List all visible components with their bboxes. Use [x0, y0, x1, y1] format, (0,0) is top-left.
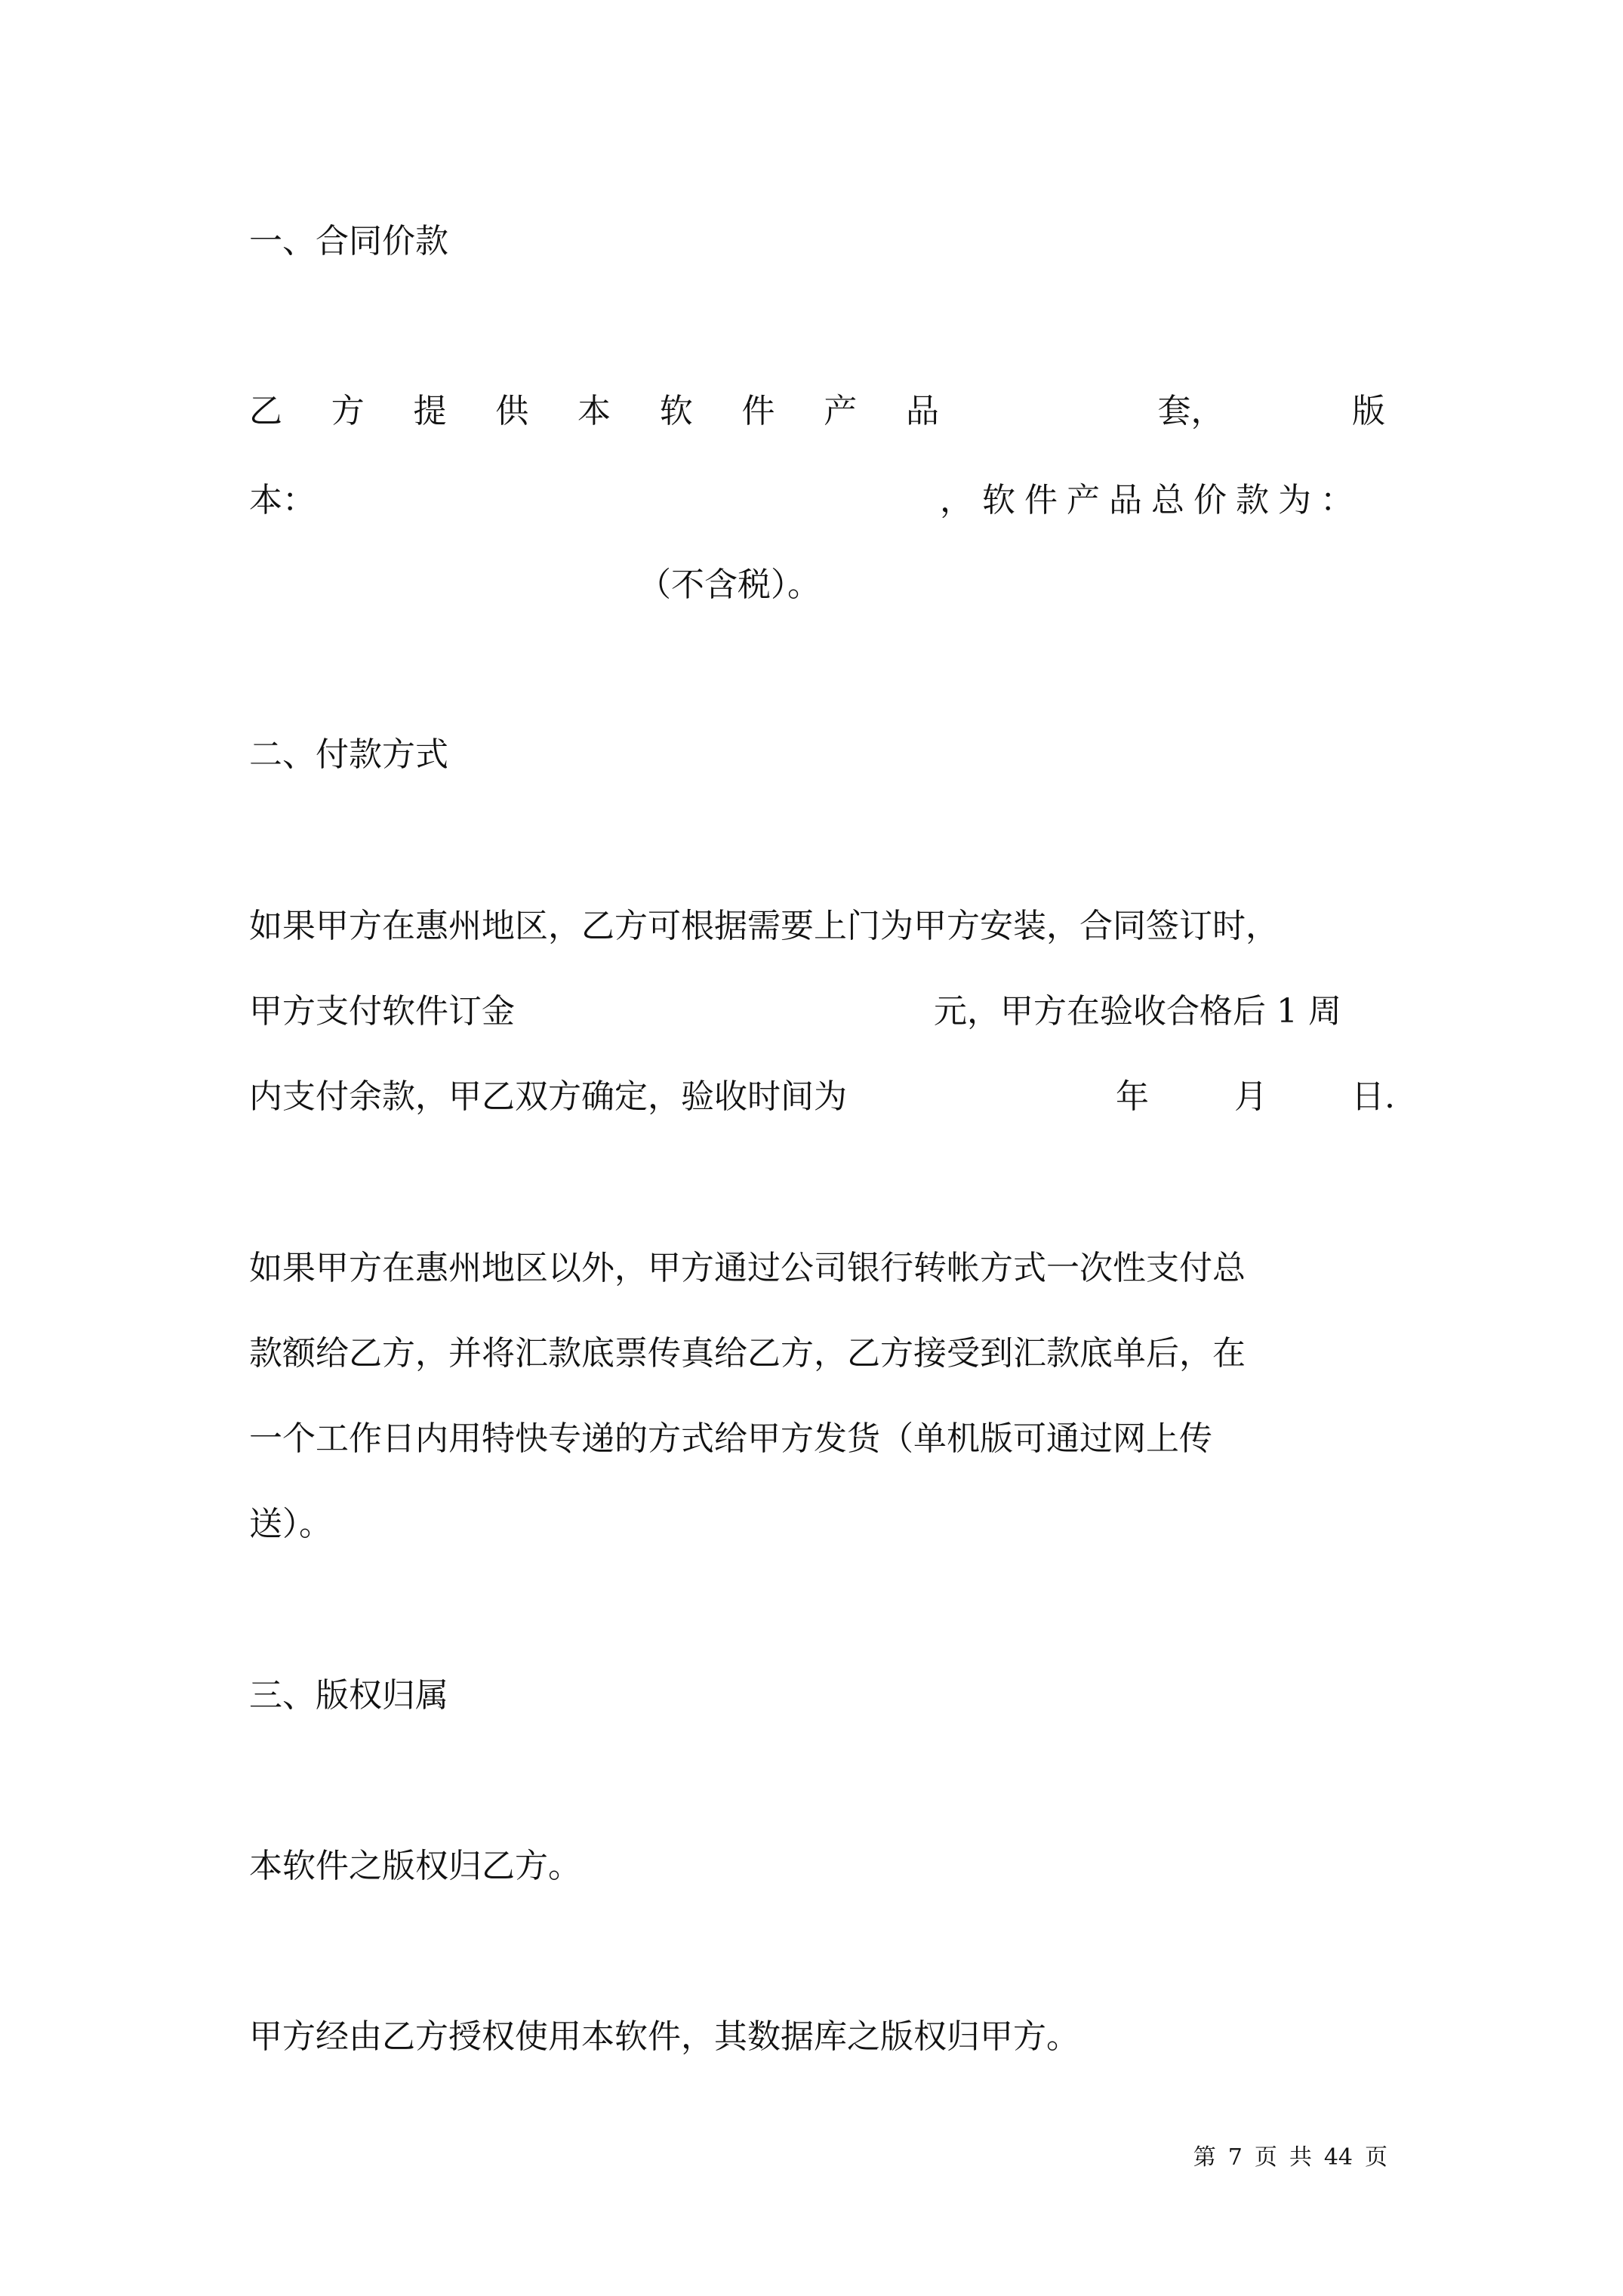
char: 产: [824, 392, 858, 430]
char: 乙: [249, 392, 282, 430]
total-unit: 页: [1365, 2144, 1387, 2171]
char: 软: [659, 392, 693, 430]
tao-text: 套，: [1157, 392, 1224, 430]
month-label: 月: [1234, 1077, 1267, 1116]
total-pages: 44: [1323, 2144, 1353, 2171]
payment-para2-line1: 如果甲方在惠州地区以外，甲方通过公司银行转帐方式一次性支付总: [249, 1249, 1246, 1287]
page-unit: 页: [1254, 2144, 1277, 2171]
price-line-1: [249, 389, 1385, 434]
section-heading-copyright: 三、版权归属: [249, 1676, 448, 1715]
payment-para2-line3: 一个工作日内用特快专递的方式给甲方发货（单机版可通过网上传: [249, 1419, 1212, 1458]
char: 方: [331, 392, 365, 430]
payment-para2-line2: 款额给乙方，并将汇款底票传真给乙方，乙方接受到汇款底单后，在: [249, 1334, 1246, 1373]
page-footer: [1193, 2143, 1387, 2173]
total-label: 共: [1289, 2144, 1312, 2171]
page-number: 7: [1227, 2144, 1243, 2171]
char: 提: [413, 392, 447, 430]
payment-para1-line2-left: 甲方支付软件订金: [249, 992, 515, 1031]
day-label: 日.: [1351, 1077, 1395, 1116]
tax-note: （不含税）。: [638, 566, 821, 604]
char: 本: [577, 392, 611, 430]
copyright-para2: 甲方经由乙方授权使用本软件，其数据库之版权归甲方。: [249, 2017, 1079, 2056]
payment-para1-line2-right: 元，甲方在验收合格后 1 周: [934, 992, 1341, 1031]
version-label: 本：: [249, 481, 316, 519]
char: 品: [906, 392, 939, 430]
section-heading-price: 一、合同价款: [249, 222, 448, 260]
section-heading-payment: 二、付款方式: [249, 735, 448, 774]
page-label: 第: [1193, 2144, 1216, 2171]
total-price-text: ，软件产品总价款为：: [940, 481, 1363, 519]
payment-para1-line3-left: 内支付余款，甲乙双方确定，验收时间为: [249, 1077, 847, 1116]
payment-para2-line4: 送）。: [249, 1505, 332, 1543]
char: 供: [495, 392, 529, 430]
year-label: 年: [1116, 1077, 1149, 1116]
payment-para1-line1: 如果甲方在惠州地区，乙方可根据需要上门为甲方安装，合同签订时，: [249, 907, 1279, 945]
copyright-para1: 本软件之版权归乙方。: [249, 1847, 581, 1885]
ban-text: 版: [1352, 392, 1385, 430]
char: 件: [741, 392, 775, 430]
